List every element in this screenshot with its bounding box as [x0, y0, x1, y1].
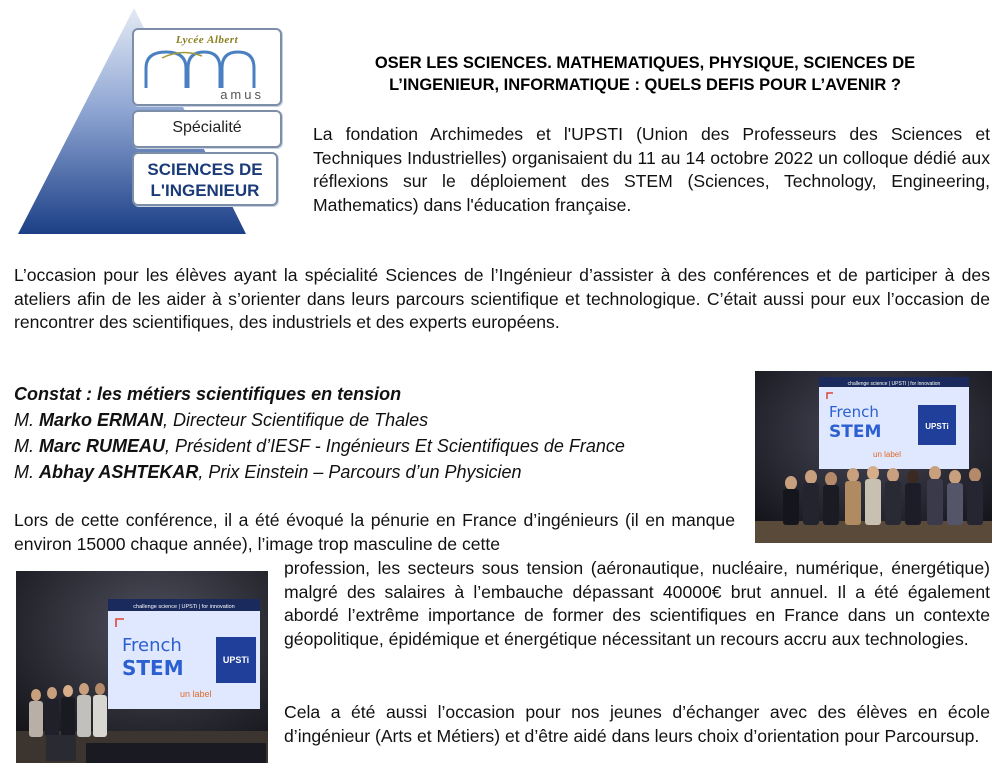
speaker-line	[14, 407, 734, 433]
speaker-name: Marko ERMAN	[39, 410, 164, 430]
exchange-paragraph: Cela a été aussi l’occasion pour nos jeunes d’échanger avec des élèves en école d’ingénieur (Arts et Métiers) et d’être aidé dans leurs choix d’orientation pour Parcoursup.	[284, 702, 990, 746]
title-line2: L’INGENIEUR, INFORMATIQUE : QUELS DEFIS POUR L’AVENIR ?	[389, 76, 901, 94]
conference-photo-students	[755, 371, 992, 543]
speaker-role: , Prix Einstein – Parcours d’un Physicien	[198, 462, 522, 482]
speaker-name: Marc RUMEAU	[39, 436, 166, 456]
screen-banner: challenge science | UPSTi | for innovation	[133, 604, 235, 610]
lectern	[46, 735, 76, 761]
screen-upsti-logo: UPSTi	[222, 655, 250, 665]
speaker-line	[14, 459, 734, 485]
screen-french: French	[122, 635, 182, 656]
screen-french: French	[829, 403, 879, 421]
logo-specialty-box	[132, 110, 282, 148]
speaker-role: , Président d’IESF - Ingénieurs Et Scientifiques de France	[165, 436, 625, 456]
logo-school-suffix: amus	[220, 87, 264, 102]
occasion-paragraph: L’occasion pour les élèves ayant la spécialité Sciences de l’Ingénieur d’assister à des conférences et de participer à des ateliers afin de les aider à s’orienter dans leurs parcours scientifique et technologique. C’était aussi pour eux l’occasion de rencontrer des scientifiques, des industriels et des experts européens.	[14, 265, 990, 332]
logo-school-name: Lycée Albert	[175, 34, 239, 46]
screen-stem: STEM	[122, 656, 184, 680]
screen-stem: STEM	[829, 422, 882, 442]
logo-brand-box	[132, 28, 282, 106]
shortage-paragraph-body: profession, les secteurs sous tension (aéronautique, nucléaire, numérique, énergétique) malgré des salaires à l’embauche dépassant 40000€ brut annuel. Il a été également abordé l’extrême importance de former des scientifiques en France dans un contexte géopolitique, épidémique et énergétique nécessitant un recours accru aux technologies.	[284, 558, 990, 649]
speaker-role: , Directeur Scientifique de Thales	[163, 410, 429, 430]
speaker-prefix: M.	[14, 436, 39, 456]
article-title	[296, 52, 994, 96]
logo-specialty-label: Spécialité	[172, 119, 242, 136]
title-line1: OSER LES SCIENCES. MATHEMATIQUES, PHYSIQUE, SCIENCES DE	[374, 54, 916, 72]
logo-subject-line1: SCIENCES DE	[147, 160, 263, 179]
shortage-paragraph-top: Lors de cette conférence, il a été évoqué la pénurie en France d’ingénieurs (il en manque environ 15000 chaque année), l’image trop masculine de cette	[14, 510, 735, 554]
screen-upsti-logo: UPSTi	[925, 422, 949, 431]
screen-label: un label	[180, 689, 212, 699]
screen-label: un label	[873, 450, 902, 459]
intro-paragraph: La fondation Archimedes et l'UPSTI (Union des Professeurs des Sciences et Techniques Industrielles) organisaient du 11 au 14 octobre 2022 un colloque dédié aux réflexions sur le déploiement des STEM (Sciences, Technology, Engineering, Mathematics) dans l'éducation française.	[313, 124, 990, 215]
constat-heading: Constat : les métiers scientifiques en tension	[14, 384, 402, 404]
speaker-prefix: M.	[14, 462, 39, 482]
speaker-line	[14, 433, 734, 459]
speaker-prefix: M.	[14, 410, 39, 430]
arches-icon	[142, 46, 272, 90]
constat-section	[14, 381, 734, 485]
photo-scene	[755, 371, 992, 543]
logo-subject-box	[132, 152, 278, 206]
screen-banner: challenge science | UPSTI | for innovation	[847, 381, 941, 387]
conference-photo-stage	[16, 571, 268, 763]
school-logo	[14, 6, 284, 236]
speaker-name: Abhay ASHTEKAR	[39, 462, 199, 482]
logo-subject-line2: L'INGENIEUR	[150, 181, 260, 200]
photo-scene	[16, 571, 268, 763]
